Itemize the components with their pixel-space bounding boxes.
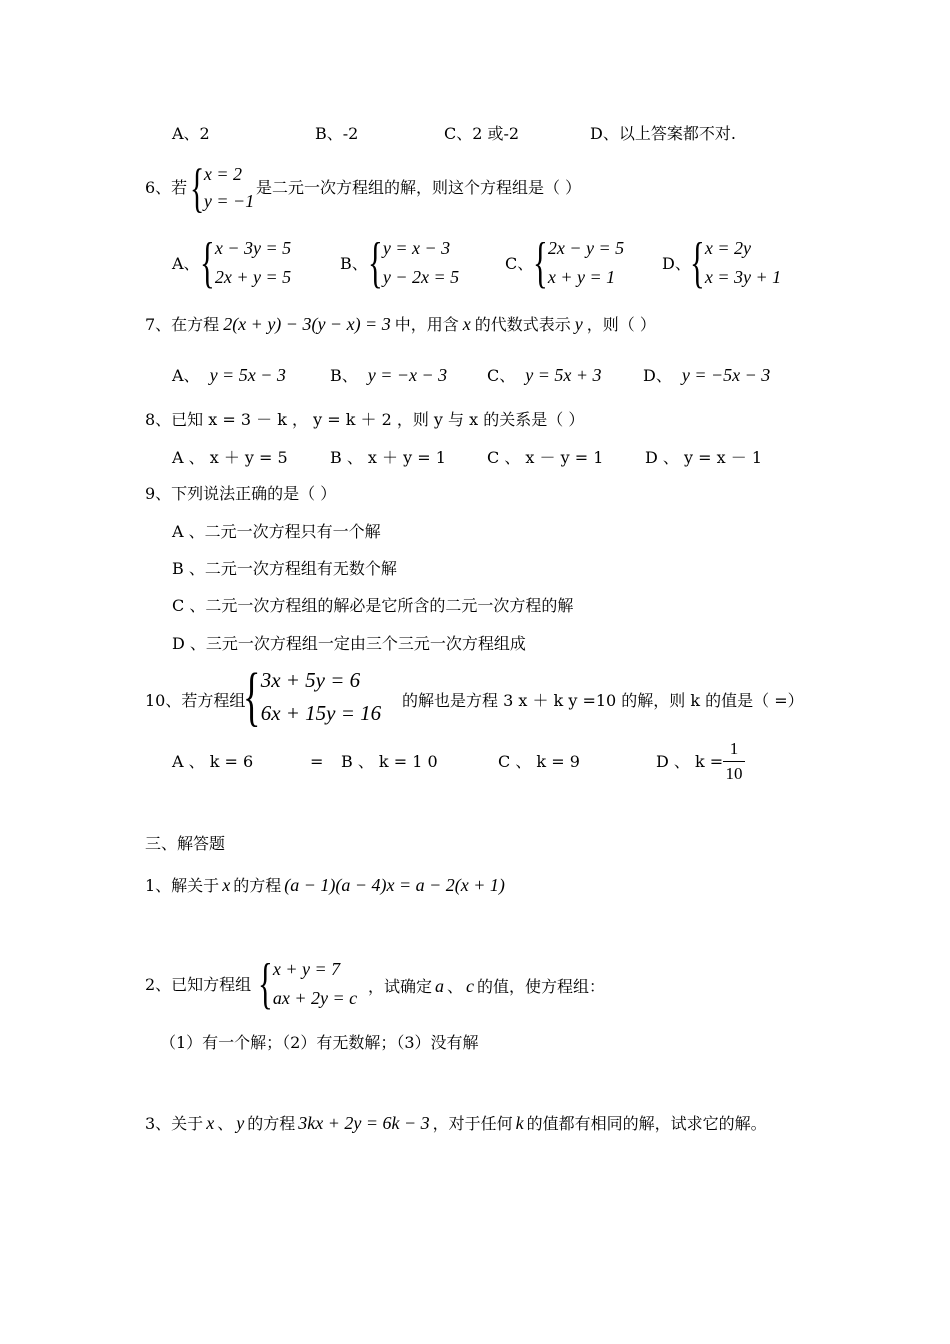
q6-stem: 是二元一次方程组的解，则这个方程组是（ ） [256,178,582,197]
p3-text1: 的方程 [247,1114,296,1133]
q5-option-a: A、2 [172,124,210,143]
q10-number: 10、若方程组 [145,691,246,710]
q7-a-expr: y = 5x − 3 [209,365,286,385]
q7-d-expr: y = −5x − 3 [681,365,771,385]
q7-end: ，则（ ） [586,315,656,334]
q6-system [190,158,255,218]
p2-c: c [466,976,475,996]
fraction-denominator: 10 [725,764,743,783]
q6-option-d-label: D、 [662,254,691,273]
q6-b-row-1: y = x − 3 [382,238,451,258]
fraction-bar [723,761,745,762]
q7-number: 7、在方程 [145,315,220,334]
brace-icon: { [190,158,205,218]
p3-sep: 、 [217,1114,234,1133]
q7-c-label: C、 [487,366,516,385]
p3-text3: 的值都有相同的解，试求它的解。 [526,1114,767,1133]
p3-number: 3、关于 [145,1114,204,1133]
q7-d-label: D、 [643,366,672,385]
q6-a-row-2: 2x + y = 5 [214,267,292,287]
q7-y: y [574,314,583,334]
q10-sys-row-1: 3x + 5y = 6 [260,668,361,692]
q6-b-row-2: y − 2x = 5 [382,267,460,287]
q10-option-a: A 、 k = 6 [172,752,254,771]
p1-number: 1、解关于 [145,876,220,895]
p2-number: 2、已知方程组 [145,975,252,994]
p2-a: a [435,976,445,996]
q7-b-label: B、 [330,366,358,385]
q6-d-row-2: x = 3y + 1 [704,267,782,287]
problem-1 [145,876,505,894]
section-heading: 三、解答题 [145,834,226,853]
q6-option-a-system: { x − 3y = 5 2x + y = 5 [200,232,292,294]
q9-option-b: B 、二元一次方程组有无数个解 [172,559,397,578]
q7-b-expr: y = −x − 3 [367,365,448,385]
q6-d-row-1: x = 2y [704,238,752,258]
q8-option-a: A 、 x ＋ y = 5 [172,448,288,467]
q6-c-row-1: 2x − y = 5 [547,238,625,258]
q7-option-a [172,366,286,384]
q7-equation: 2(x + y) − 3(y − x) = 3 [223,314,391,334]
q7-option-b [330,366,447,384]
q6-sys-row-1: x = 2 [203,164,243,184]
p1-equation: (a − 1)(a − 4)x = a − 2(x + 1) [284,875,505,895]
p2-sys-row-2: ax + 2y = c [272,988,358,1008]
fraction-numerator: 1 [729,739,739,758]
q6-option-c-label: C、 [505,254,534,273]
q6-number: 6、若 [145,178,188,197]
p3-equation: 3kx + 2y = 6k − 3 [298,1113,430,1133]
q6-a-row-1: x − 3y = 5 [214,238,292,258]
p3-text2: ，对于任何 [432,1114,513,1133]
p3-k: k [515,1113,524,1133]
q10-option-d: D 、 k = [656,752,724,771]
q8-option-b: B 、 x ＋ y = 1 [330,448,446,467]
q10-system: { 3x + 5y = 6 6x + 15y = 16 [243,660,382,733]
q7-c-expr: y = 5x + 3 [525,365,602,385]
p2-sep: 、 [447,977,464,996]
q10-sys-row-2: 6x + 15y = 16 [260,701,382,725]
p2-sys-row-1: x + y = 7 [272,959,341,979]
p1-text: 的方程 [233,876,282,895]
p3-y: y [236,1113,245,1133]
q8-stem: 8、已知 x = 3 － k ， y = k ＋ 2 ，则 y 与 x 的关系是（ ） [145,410,585,429]
q10-option-b: B 、 k = 1 0 [341,752,438,771]
q7-x: x [462,314,471,334]
q9-option-d: D 、三元一次方程组一定由三个三元一次方程组成 [172,634,526,653]
q7-a-label: A、 [172,366,200,385]
q10-stem: 的解也是方程 3 x ＋ k y =10 的解，则 k 的值是（ =） [402,691,804,710]
q10-option-c: C 、 k = 9 [498,752,580,771]
q7-mid: 中，用含 [394,315,459,334]
q6-option-a-label: A、 [172,254,200,273]
q7-mid2: 的代数式表示 [474,315,571,334]
q6-option-d-system: { x = 2y x = 3y + 1 [690,232,782,294]
p3-x: x [206,1113,215,1133]
q6-option-c-system: { 2x − y = 5 x + y = 1 [533,232,625,294]
q7-stem [145,315,656,333]
p2-system: { x + y = 7 ax + 2y = c [258,953,358,1015]
p2-text2: 的值，使方程组： [477,977,606,996]
q8-option-d: D 、 y = x － 1 [645,448,762,467]
q9-option-a: A 、二元一次方程只有一个解 [172,522,381,541]
q5-option-d: D、以上答案都不对. [590,124,736,143]
q10-stray-equals: = [310,752,324,771]
q9-option-c: C 、二元一次方程组的解必是它所含的二元一次方程的解 [172,596,574,615]
q6-option-b-label: B、 [340,254,368,273]
q8-option-c: C 、 x － y = 1 [487,448,604,467]
q6-option-b-system: { y = x − 3 y − 2x = 5 [368,232,460,294]
p2-stem [368,977,605,995]
p2-subquestions: （1）有一个解；（2）有无数解；（3）没有解 [160,1033,479,1052]
q5-option-c: C、2 或-2 [444,124,520,143]
q9-stem: 9、下列说法正确的是（ ） [145,484,337,503]
q5-option-b: B、-2 [315,124,359,143]
problem-3 [145,1114,767,1132]
q7-option-c [487,366,602,384]
p1-x: x [222,875,231,895]
q10-option-d-fraction [723,739,745,784]
q6-sys-row-2: y = −1 [203,191,255,211]
q7-option-d [643,366,770,384]
p2-text1: ，试确定 [368,977,433,996]
q6-c-row-2: x + y = 1 [547,267,616,287]
